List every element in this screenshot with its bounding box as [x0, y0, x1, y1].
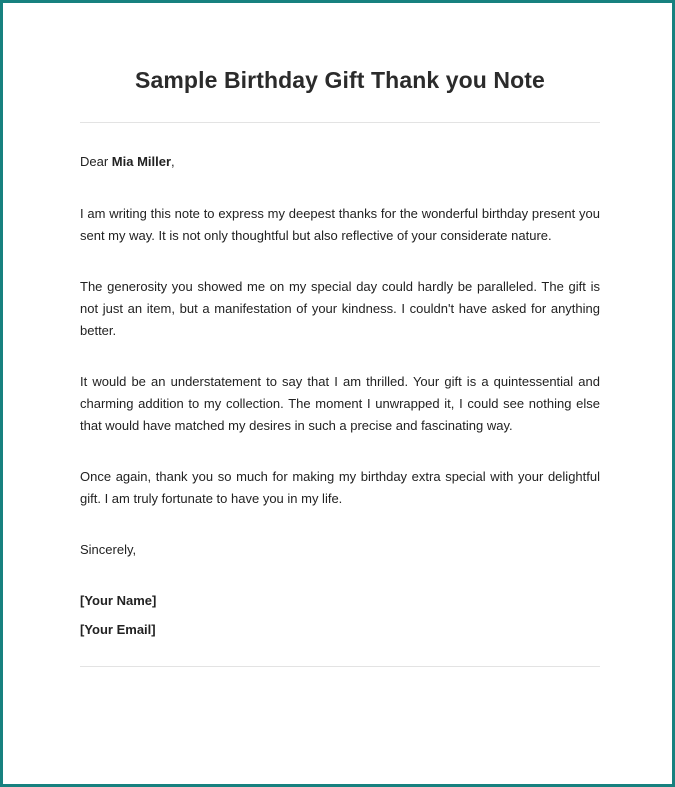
paragraph-2: The generosity you showed me on my special day could hardly be paralleled. The gift is not just an item, but a manifestation of your kindness. I couldn't have asked for anything better. — [80, 279, 600, 338]
greeting-suffix: , — [171, 154, 175, 169]
paragraph-1: I am writing this note to express my deepest thanks for the wonderful birthday present you sent my way. It is not only thoughtful but also reflective of your considerate nature. — [80, 206, 600, 243]
top-divider — [80, 122, 600, 123]
bottom-divider — [80, 666, 600, 667]
paragraph-4: Once again, thank you so much for making my birthday extra special with your delightful gift. I am truly fortunate to have you in my life. — [80, 469, 600, 506]
closing-line: Sincerely, — [80, 542, 137, 557]
paragraph-3: It would be an understatement to say that I am thrilled. Your gift is a quintessential and charming addition to my collection. The moment I unwrapped it, I could see nothing else that would have matched my desires in such a precise and fascinating way. — [80, 374, 600, 433]
page-title: Sample Birthday Gift Thank you Note — [135, 67, 545, 93]
recipient-name: Mia Miller — [111, 154, 172, 169]
greeting-line — [80, 151, 600, 173]
signature-email: [Your Email] — [80, 622, 156, 637]
greeting-prefix: Dear — [80, 154, 112, 169]
signature-name: [Your Name] — [80, 593, 157, 608]
